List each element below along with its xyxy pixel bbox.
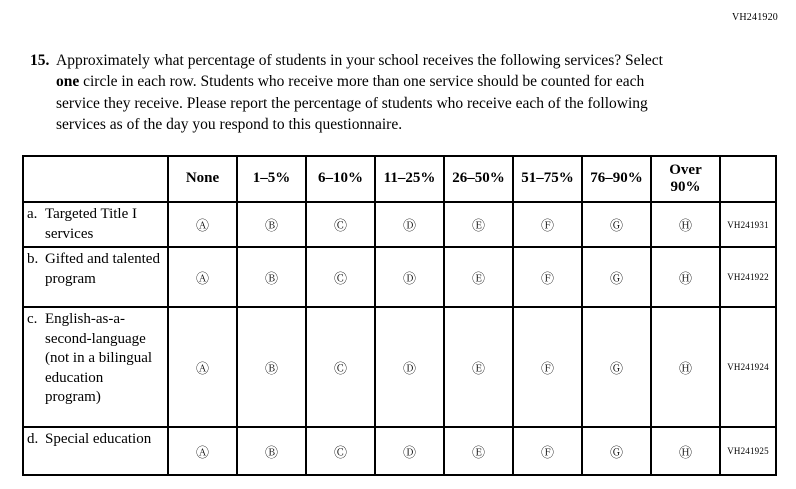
row-d-option-c-circle[interactable]: Ⓒ — [333, 445, 347, 461]
header-none: None — [168, 156, 237, 202]
row-a-prefix: a. — [27, 206, 38, 222]
question-text-part2: circle in each row. Students who receive more than one service should be counted for each service they receive. Please report the percentage of students who receive each of the following services as of the day you respond to this questionnaire. — [56, 73, 648, 134]
table-row-c — [23, 307, 776, 427]
row-c-option-b-circle[interactable]: Ⓑ — [264, 361, 278, 377]
row-c-option-c-circle[interactable]: Ⓒ — [333, 361, 347, 377]
row-a-option-g-circle[interactable]: Ⓖ — [609, 219, 623, 234]
question-text — [56, 50, 678, 136]
question-text-bold: one — [56, 73, 80, 91]
row-d-label-cell — [23, 427, 168, 475]
row-d-option-g-circle[interactable]: Ⓖ — [609, 445, 623, 461]
row-b-code: VH241922 — [720, 247, 776, 307]
row-a-option-a-circle[interactable]: Ⓐ — [195, 219, 209, 234]
row-a-option-c-circle[interactable]: Ⓒ — [333, 219, 347, 234]
row-b-option-g-circle[interactable]: Ⓖ — [609, 271, 623, 287]
row-b-option-c-circle[interactable]: Ⓒ — [333, 271, 347, 287]
row-a-label-cell — [23, 202, 168, 247]
row-b-label-cell — [23, 247, 168, 307]
row-c-option-g-circle[interactable]: Ⓖ — [609, 361, 623, 377]
table-row-a — [23, 202, 776, 247]
row-a-code: VH241931 — [720, 202, 776, 247]
row-d-option-a-circle[interactable]: Ⓐ — [195, 445, 209, 461]
header-empty-label — [23, 156, 168, 202]
question-number: 15. — [30, 52, 50, 69]
row-c-prefix: c. — [27, 311, 38, 327]
row-d-prefix: d. — [27, 431, 39, 447]
row-c-option-e-circle[interactable]: Ⓔ — [471, 361, 485, 377]
row-c-code: VH241924 — [720, 307, 776, 427]
row-b-option-e-circle[interactable]: Ⓔ — [471, 271, 485, 287]
row-a-label: Targeted Title I services — [45, 206, 137, 242]
header-76-90: 76–90% — [582, 156, 651, 202]
row-d-option-d-circle[interactable]: Ⓓ — [402, 445, 416, 461]
page-code: VH241920 — [731, 12, 778, 23]
row-d-code: VH241925 — [720, 427, 776, 475]
row-b-label: Gifted and talented program — [45, 251, 160, 287]
row-b-option-h-circle[interactable]: Ⓗ — [678, 271, 692, 287]
row-b-option-b-circle[interactable]: Ⓑ — [264, 271, 278, 287]
row-a-option-b-circle[interactable]: Ⓑ — [264, 219, 278, 234]
header-26-50: 26–50% — [444, 156, 513, 202]
row-c-label: English-as-a-second-language (not in a bilingual education program) — [45, 311, 153, 405]
row-b-option-d-circle[interactable]: Ⓓ — [402, 271, 416, 287]
header-empty-code — [720, 156, 776, 202]
header-over-90: Over 90% — [651, 156, 720, 202]
response-table — [22, 155, 777, 476]
row-b-option-f-circle[interactable]: Ⓕ — [540, 271, 554, 287]
header-11-25: 11–25% — [375, 156, 444, 202]
row-b-prefix: b. — [27, 251, 39, 267]
row-a-option-e-circle[interactable]: Ⓔ — [471, 219, 485, 234]
row-d-label: Special education — [45, 431, 152, 447]
row-c-option-d-circle[interactable]: Ⓓ — [402, 361, 416, 377]
question-block — [30, 50, 678, 136]
table-row-b — [23, 247, 776, 307]
row-a-option-f-circle[interactable]: Ⓕ — [540, 219, 554, 234]
row-a-option-d-circle[interactable]: Ⓓ — [402, 219, 416, 234]
header-51-75: 51–75% — [513, 156, 582, 202]
table-row-d — [23, 427, 776, 475]
table-header-row — [23, 156, 776, 202]
row-c-option-h-circle[interactable]: Ⓗ — [678, 361, 692, 377]
row-c-label-cell — [23, 307, 168, 427]
row-a-option-h-circle[interactable]: Ⓗ — [678, 219, 692, 234]
row-d-option-e-circle[interactable]: Ⓔ — [471, 445, 485, 461]
header-6-10: 6–10% — [306, 156, 375, 202]
row-c-option-f-circle[interactable]: Ⓕ — [540, 361, 554, 377]
row-d-option-h-circle[interactable]: Ⓗ — [678, 445, 692, 461]
header-1-5: 1–5% — [237, 156, 306, 202]
row-c-option-a-circle[interactable]: Ⓐ — [195, 361, 209, 377]
row-d-option-f-circle[interactable]: Ⓕ — [540, 445, 554, 461]
row-d-option-b-circle[interactable]: Ⓑ — [264, 445, 278, 461]
row-b-option-a-circle[interactable]: Ⓐ — [195, 271, 209, 287]
question-text-part1: Approximately what percentage of students in your school receives the following services? Select — [56, 52, 663, 69]
